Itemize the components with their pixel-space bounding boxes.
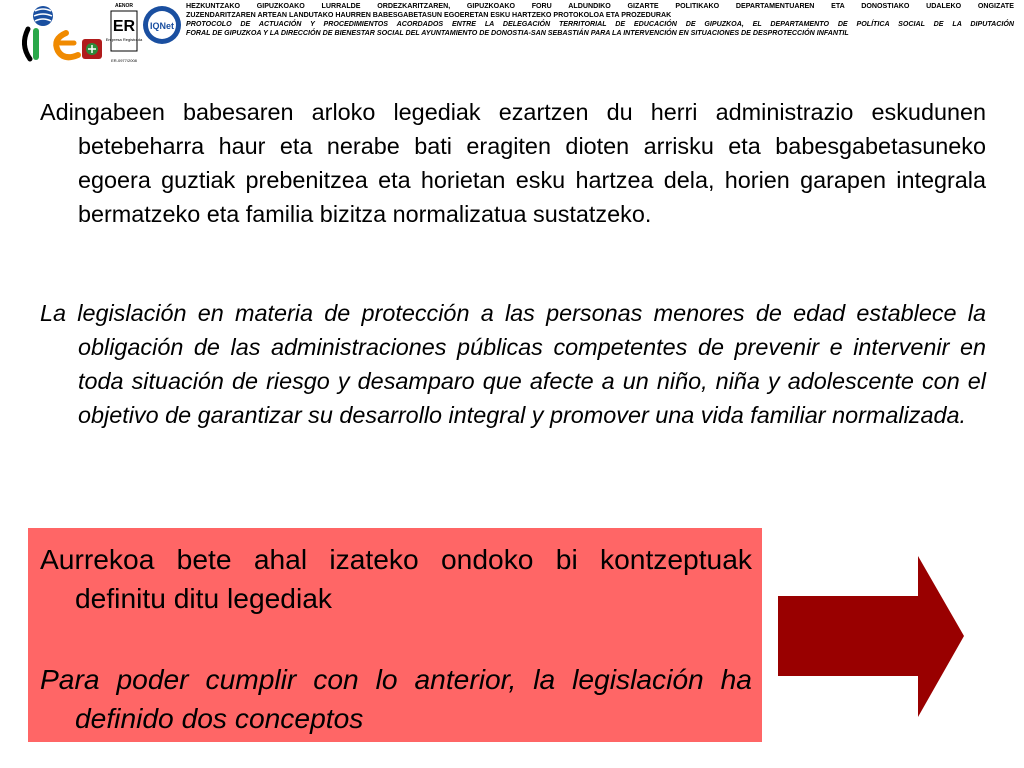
aenor-label: AENOR — [114, 3, 134, 9]
header-line-4: FORAL DE GIPUZKOA Y LA DIRECCIÓN DE BIENESTAR SOCIAL DEL AYUNTAMIENTO DE DONOSTIA-SAN SEBASTIÁN PARA LA INTERVENCIÓN EN SITUACIONES DE DESPROTECCIÓN INFANTIL — [186, 28, 849, 37]
header-line-1: HEZKUNTZAKO GIPUZKOAKO LURRALDE ORDEZKARITZAREN, GIPUZKOAKO FORU ALDUNDIKO GIZARTE POLITIKAKO DEPARTAMENTUAREN ETA DONOSTIAKO UDALEKO ONGIZATE — [186, 2, 1014, 10]
aenor-cert-number: ER-0977/2008 — [111, 58, 137, 63]
highlight-box — [28, 528, 762, 742]
header-title-block — [186, 2, 1014, 38]
aenor-seal-icon — [105, 11, 143, 55]
right-arrow-icon — [776, 554, 966, 719]
aenor-logo — [105, 3, 143, 63]
header-line-3: PROTOCOLO DE ACTUACIÓN Y PROCEDIMIENTOS ACORDADOS ENTRE LA DELEGACIÓN TERRITORIAL DE EDUCACIÓN DE GIPUZKOA, EL DEPARTAMENTO DE POLÍTICA SOCIAL DE LA DIPUTACIÓN — [186, 19, 1014, 28]
highlight-text-basque: Aurrekoa bete ahal izateko ondoko bi kontzeptuak definitu ditu legediak — [40, 543, 752, 614]
iqnet-label: IQNet — [149, 21, 175, 31]
iqnet-logo — [142, 5, 182, 45]
die-logo — [22, 3, 104, 63]
highlight-text-spanish: Para poder cumplir con lo anterior, la legislación ha definido dos conceptos — [40, 663, 752, 734]
document-header — [0, 0, 1024, 66]
aenor-er-mark: ER — [112, 18, 136, 35]
paragraph-spanish: La legislación en materia de protección a las personas menores de edad establece la obligación de las administraciones públicas competentes de prevenir e intervenir en toda situación de riesgo y desamparo que afecte a un niño, niña y adolescente con el objetivo de garantizar su desarrollo integral y promover una vida familiar normalizada. — [40, 300, 986, 428]
header-line-2: ZUZENDARITZAREN ARTEAN LANDUTAKO HAURREN BABESGABETASUN EGOERETAN ESKU HARTZEKO PROTOKOLOA ETA PROZEDURAK — [186, 10, 672, 19]
paragraph-basque: Adingabeen babesaren arloko legediak ezartzen du herri administrazio eskudunen betebeharra haur eta nerabe bati eragiten dioten arrisku eta babesgabetasuneko egoera guztiak prebenitzea eta horietan esku hartzea dela, horien garapen integrala bermatzeko eta familia bizitza normalizatua sustatzeko. — [40, 99, 986, 227]
aenor-er-text: Empresa Registrada — [105, 37, 143, 42]
